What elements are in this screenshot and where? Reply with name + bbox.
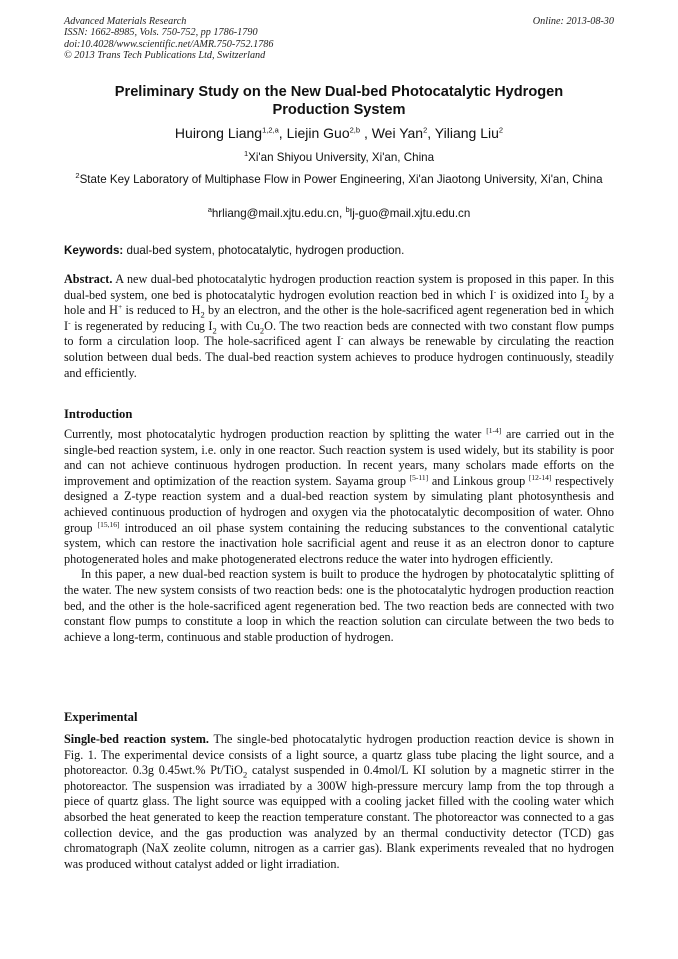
issn-line: ISSN: 1662-8985, Vols. 750-752, pp 1786-1790 [64,27,258,39]
author-name: Wei Yan [371,125,424,141]
author-list: Huirong Liang$^{1,2,a}$, Liejin Guo$^{2,b}$ , Wei Yan$^2$, Yiliang Liu$^2$ [174,125,504,141]
citation: [1-4] [486,425,502,435]
keywords-text: dual-bed system, photocatalytic, hydrogen production. [126,244,405,257]
copyright-line: © 2013 Trans Tech Publications Ltd, Switzerland [64,50,266,62]
introduction-body [64,427,614,645]
author-affiliation-mark: 2 [498,125,504,135]
author-emails: $^a$hrliang@mail.xjtu.edu.cn, $^b$lj-guo@mail.xjtu.edu.cn [207,205,471,220]
section-heading-experimental: Experimental [64,710,138,724]
paragraph: Currently, most photocatalytic hydrogen production reaction by splitting the water [1-4] are carried out in the single-bed reaction system, i.e. only in one reactor. Such reaction system is used widely, but its stability is poor and can not achieve continuous hydrogen production. In recent years, many scholars made efforts on the improvement and optimization of the reaction system. Sayama group [5-11] and Linkous group [12-14] respectively designed a Z-type reaction system and a dual-bed reaction system by simulating plant photosynthesis and achieved continuous production of hydrogen and oxygen via the photocatalytic decomposition of water. Ohno group [15,16] introduced an oil phase system containing the reducing substances to the conventional catalytic system, which can restore the inactivation hole sacrificial agent and reuse it as an electron donor to capture photogenerated holes and make photogenerated electrons reduce the water into hydrogen efficiently. [64,425,615,566]
keywords-label: Keywords: [64,244,124,257]
author-affiliation-mark: 2,b [349,125,361,135]
doi-line: doi:10.4028/www.scientific.net/AMR.750-752.1786 [64,38,274,50]
journal-header [64,16,273,62]
abstract: Abstract. A new dual-bed photocatalytic hydrogen production reaction system is proposed in this paper. In this dual-bed system, one bed is photocatalytic hydrogen evolution reaction bed in which I- is oxidized into $I_2$ by a hole and H+ is reduced to $H_2$ by an electron, and the other is the hole-sacrificed agent regeneration bed in which I- is regenerated by reducing $I_2$ with $Cu_2O$. The two reaction beds are connected with two constant flow pumps to form a circulation loop. The hole-sacrificed agent I- can always be renewable by circulating the reaction solution between dual beds. The dual-bed reaction system achieves to produce hydrogen continuously, steadily and efficiently. [64,272,615,380]
author-name: Huirong Liang [174,125,263,141]
abstract-label: Abstract. [64,272,113,286]
citation: [5-11] [409,472,429,482]
author-affiliation-mark: 1,2,a [262,125,279,135]
online-date: Online: 2013-08-30 [532,16,614,27]
paper-title: Preliminary Study on the New Dual-bed Photocatalytic Hydrogen Production System [114,84,564,118]
subsection-lead: Single-bed reaction system. [64,732,209,746]
email-link[interactable]: lj-guo@mail.xjtu.edu.cn [349,207,471,220]
experimental-body: Single-bed reaction system. The single-bed photocatalytic hydrogen production reaction device is shown in Fig. 1. The experimental device consists of a light source, a quartz glass tube placing the light source, and a photoreactor. 0.3g 0.45wt.% Pt/TiO$_2$ catalyst suspended in 0.4mol/L KI solution by a magnetic stirrer in the photoreactor. The suspension was irradiated by a 300W high-pressure mercury lamp from the top through a piece of quartz glass. The light source was equipped with a cooling jacket filled with the cooling water which absorbed the heat generated to keep the reaction temperature constant. The photoreactor was connected to a gas collection device, and the gas production was analyzed by an thermal conductivity detector (TCD) gas chromatograph (NaX zeolite column, nitrogen as a carrier gas). Blank experiments revealed that no hydrogen was produced without catalyst added or light irradiation. [64,732,614,871]
paragraph: In this paper, a new dual-bed reaction system is built to produce the hydrogen by photocatalytic splitting of the water. The new system consists of two reaction beds: one is the photocatalytic hydrogen production reaction bed, and the other is the hole-sacrificed agent regeneration bed. The two reaction beds are connected with two constant flow pumps to constitute a loop in which the reaction solution can circulate between the two beds to achieve a long-term, continuous and stable production of hydrogen. [64,567,614,644]
citation: [15,16] [97,519,120,529]
author-name: Yiliang Liu [434,125,499,141]
section-heading-introduction: Introduction [64,407,133,421]
affiliation: $^1$Xi'an Shiyou University, Xi'an, China [243,149,435,164]
journal-name: Advanced Materials Research [64,16,187,27]
email-link[interactable]: hrliang@mail.xjtu.edu.cn [211,207,339,220]
author-affiliation-mark: 2 [423,125,428,135]
author-name: Liejin Guo [286,125,350,141]
keywords [64,243,614,258]
citation: [12-14] [528,472,552,482]
affiliation: $^2$State Key Laboratory of Multiphase Flow in Power Engineering, Xi'an Jiaotong University, Xi'an, China [75,171,603,186]
